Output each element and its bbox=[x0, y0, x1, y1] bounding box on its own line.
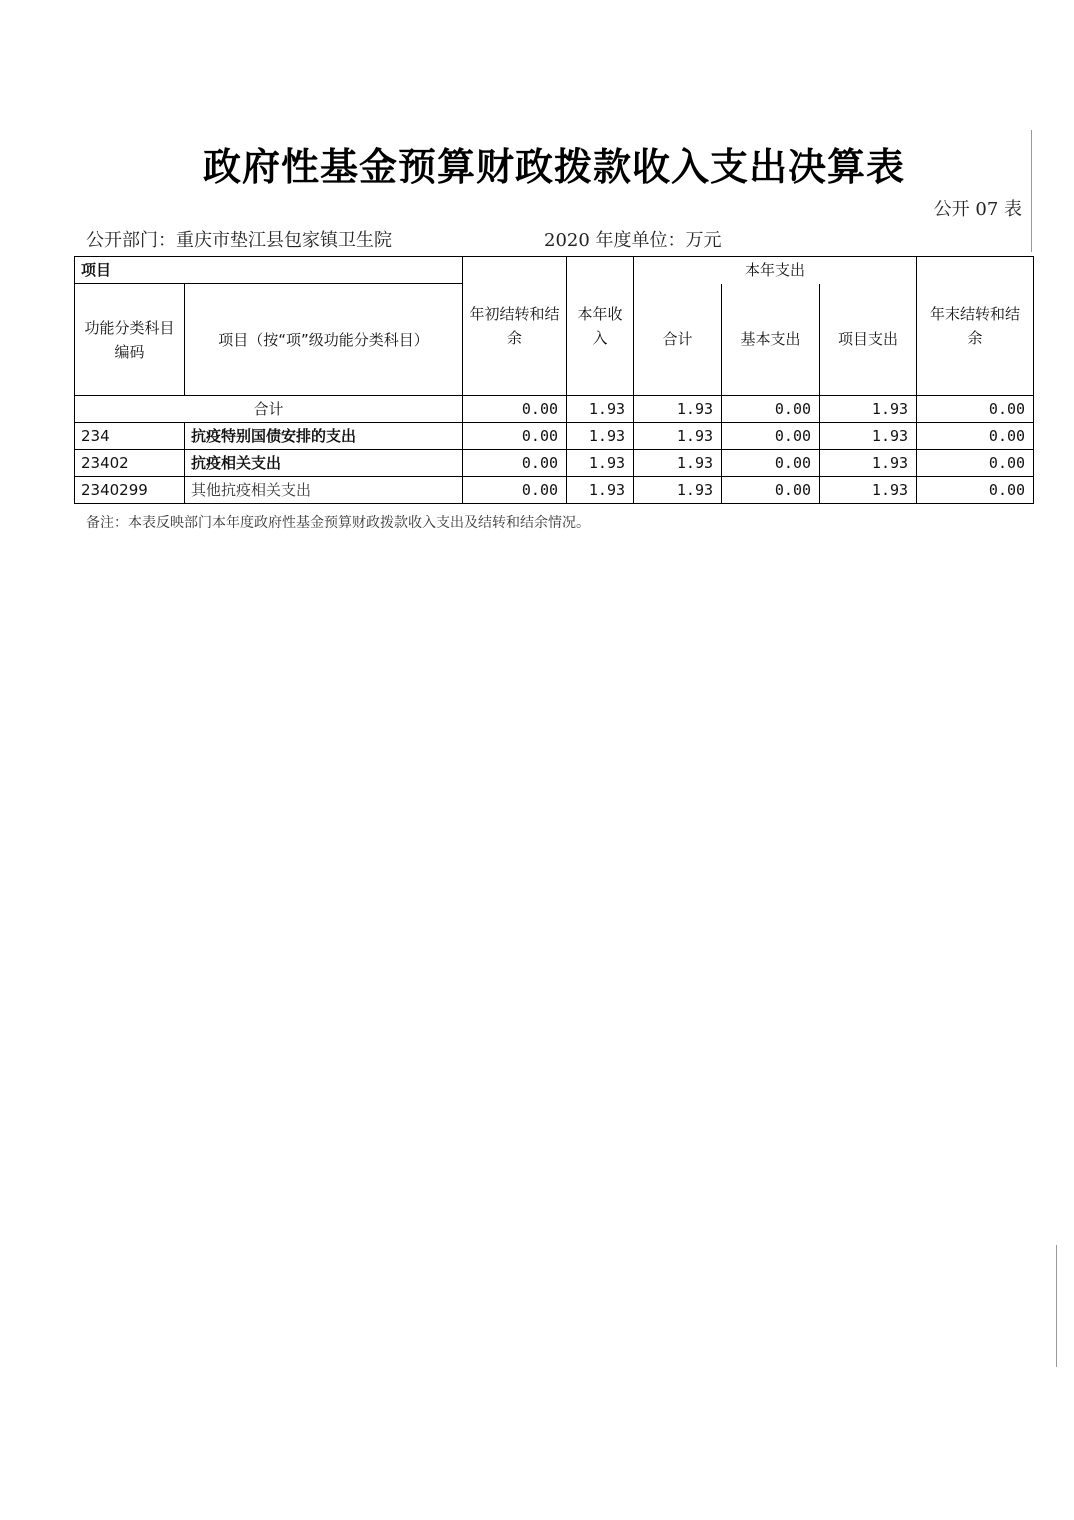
header-basic: 基本支出 bbox=[722, 284, 820, 396]
cell-begin-balance: 0.00 bbox=[463, 477, 567, 504]
footnote: 备注：本表反映部门本年度政府性基金预算财政拨款收入支出及结转和结余情况。 bbox=[86, 515, 590, 531]
table-row bbox=[75, 423, 1034, 450]
cell-project-expense: 1.93 bbox=[820, 396, 917, 423]
cell-basic: 0.00 bbox=[722, 477, 820, 504]
cell-code: 23402 bbox=[75, 450, 185, 477]
cell-code: 2340299 bbox=[75, 477, 185, 504]
cell-begin-balance: 0.00 bbox=[463, 450, 567, 477]
cell-total: 1.93 bbox=[634, 477, 722, 504]
header-income: 本年收入 bbox=[567, 257, 634, 396]
cell-basic: 0.00 bbox=[722, 423, 820, 450]
header-end-balance: 年末结转和结余 bbox=[917, 257, 1034, 396]
header-begin-balance: 年初结转和结余 bbox=[463, 257, 567, 396]
cell-end-balance: 0.00 bbox=[917, 450, 1034, 477]
form-number: 公开 07 表 bbox=[933, 199, 1022, 220]
cell-name: 抗疫相关支出 bbox=[185, 450, 463, 477]
page-title: 政府性基金预算财政拨款收入支出决算表 bbox=[202, 144, 905, 189]
cell-project-expense: 1.93 bbox=[820, 450, 917, 477]
cell-total: 1.93 bbox=[634, 396, 722, 423]
header-total: 合计 bbox=[634, 284, 722, 396]
cell-project-expense: 1.93 bbox=[820, 423, 917, 450]
cell-income: 1.93 bbox=[567, 396, 634, 423]
cell-code: 234 bbox=[75, 423, 185, 450]
total-label: 合计 bbox=[75, 396, 463, 423]
cell-total: 1.93 bbox=[634, 450, 722, 477]
cell-name: 抗疫特别国债安排的支出 bbox=[185, 423, 463, 450]
header-project-group: 项目 bbox=[75, 257, 463, 284]
header-func-code: 功能分类科目编码 bbox=[75, 284, 185, 396]
year-unit-label: 2020 年度单位：万元 bbox=[544, 230, 722, 251]
header-project-expense: 项目支出 bbox=[820, 284, 917, 396]
header-expense-group: 本年支出 bbox=[634, 257, 917, 284]
cell-end-balance: 0.00 bbox=[917, 423, 1034, 450]
table-row bbox=[75, 450, 1034, 477]
table-row bbox=[75, 477, 1034, 504]
cell-end-balance: 0.00 bbox=[917, 477, 1034, 504]
page-edge-line bbox=[1056, 1245, 1057, 1367]
cell-basic: 0.00 bbox=[722, 396, 820, 423]
cell-begin-balance: 0.00 bbox=[463, 396, 567, 423]
header-project-name: 项目（按“项”级功能分类科目） bbox=[185, 284, 463, 396]
cell-income: 1.93 bbox=[567, 423, 634, 450]
cell-income: 1.93 bbox=[567, 477, 634, 504]
cell-begin-balance: 0.00 bbox=[463, 423, 567, 450]
cell-project-expense: 1.93 bbox=[820, 477, 917, 504]
budget-table bbox=[74, 256, 1034, 504]
cell-name: 其他抗疫相关支出 bbox=[185, 477, 463, 504]
total-row bbox=[75, 396, 1034, 423]
cell-income: 1.93 bbox=[567, 450, 634, 477]
cell-end-balance: 0.00 bbox=[917, 396, 1034, 423]
cell-basic: 0.00 bbox=[722, 450, 820, 477]
cell-total: 1.93 bbox=[634, 423, 722, 450]
department-label: 公开部门：重庆市垫江县包家镇卫生院 bbox=[86, 230, 392, 251]
